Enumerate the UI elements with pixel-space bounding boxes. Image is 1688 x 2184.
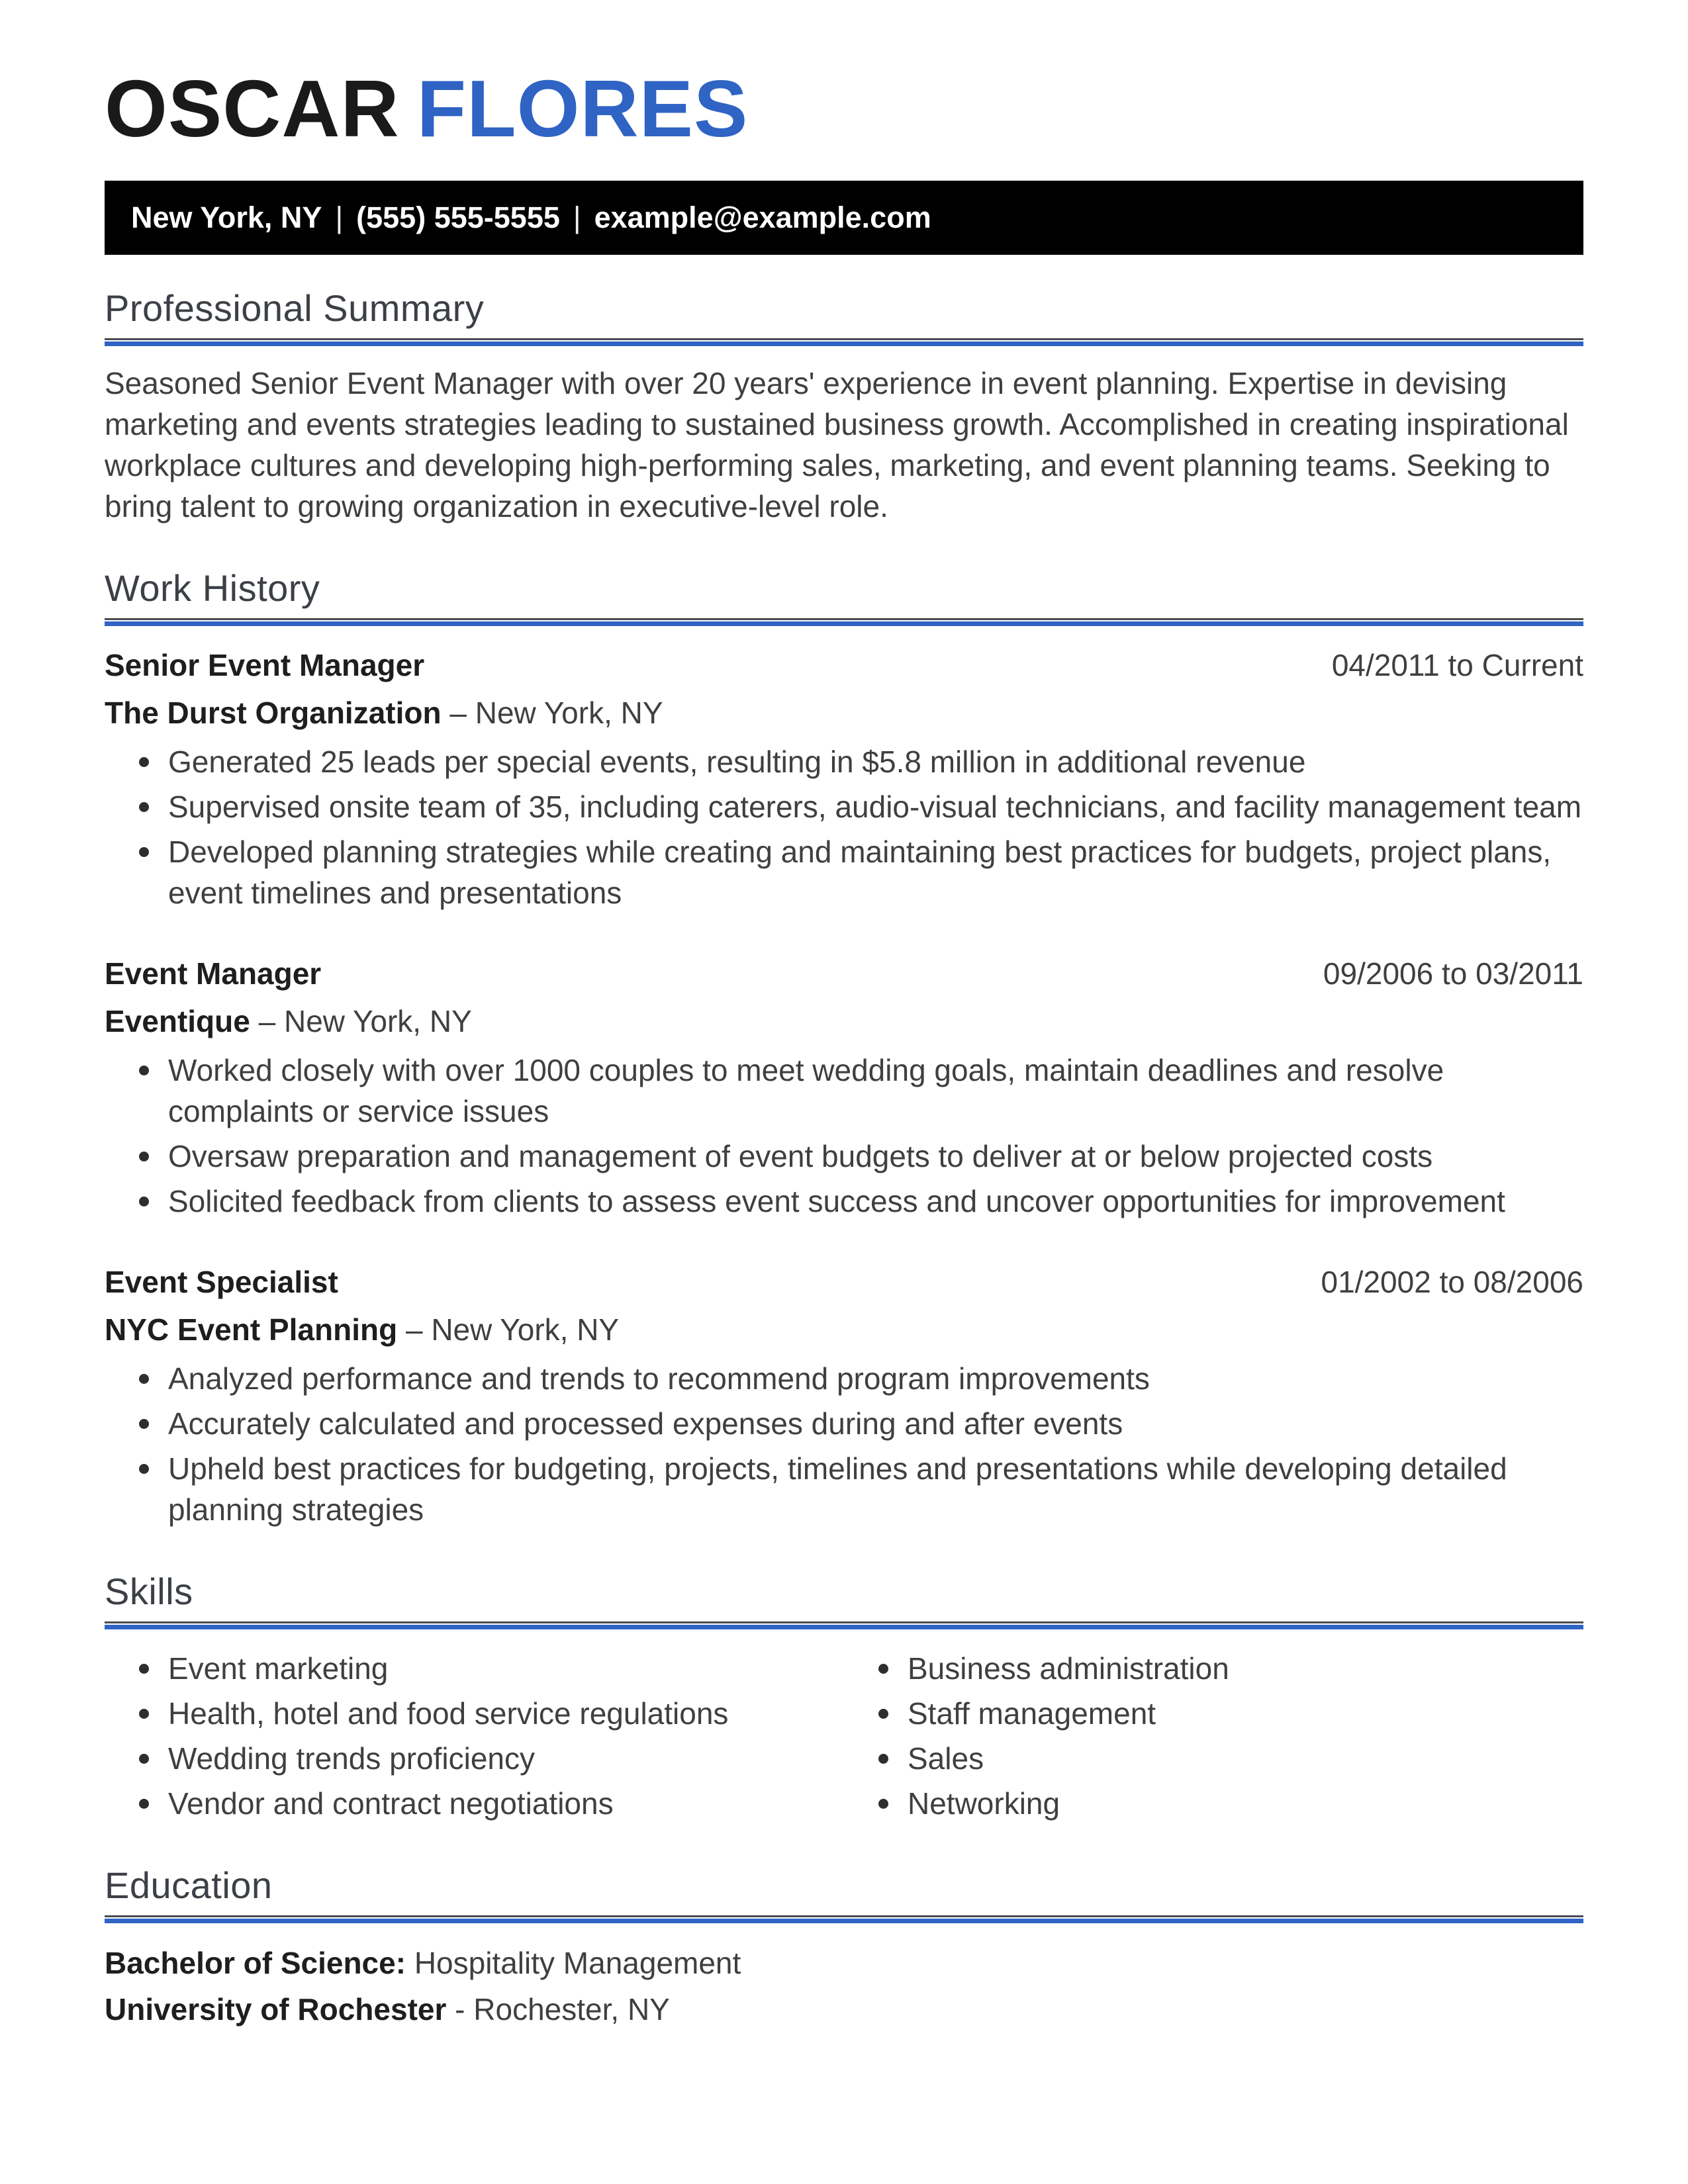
degree-name: Bachelor of Science: bbox=[105, 1946, 406, 1981]
job-bullet: Worked closely with over 1000 couples to meet wedding goals, maintain deadlines and resolve complaints or service issues bbox=[105, 1050, 1583, 1132]
job-dates: 04/2011 to Current bbox=[1331, 648, 1583, 683]
underline-dark-line bbox=[105, 338, 1583, 340]
section-underline bbox=[105, 1621, 1583, 1629]
underline-dark-line bbox=[105, 1915, 1583, 1917]
section-underline bbox=[105, 618, 1583, 626]
skill-item: Staff management bbox=[844, 1693, 1583, 1734]
section-work-history bbox=[105, 567, 1583, 1530]
education-heading: Education bbox=[105, 1864, 273, 1907]
job-bullet-list bbox=[105, 741, 1583, 913]
contact-separator: | bbox=[573, 201, 581, 235]
job-entry bbox=[105, 645, 1583, 913]
job-bullet-list bbox=[105, 1358, 1583, 1530]
contact-location: New York, NY bbox=[131, 201, 322, 235]
job-bullet: Developed planning strategies while creating and maintaining best practices for budgets, project plans, event timelines and presentations bbox=[105, 831, 1583, 913]
skills-columns bbox=[105, 1643, 1583, 1824]
skill-item: Vendor and contract negotiations bbox=[105, 1783, 844, 1824]
job-company-line bbox=[105, 1001, 1583, 1042]
summary-text: Seasoned Senior Event Manager with over 20 years' experience in event planning. Expertise in devising marketing and events strategies leading to sustained business growth. Accomplished in creating inspirational workplace cultures and developing high-performing sales, marketing, and event planning teams. Seeking to bring talent to growing organization in executive-level role. bbox=[105, 366, 1569, 524]
job-bullet: Solicited feedback from clients to assess event success and uncover opportunities for improvement bbox=[105, 1181, 1583, 1222]
job-header bbox=[105, 1261, 1583, 1302]
section-underline bbox=[105, 1915, 1583, 1923]
contact-bar bbox=[105, 181, 1583, 255]
underline-accent-line bbox=[105, 341, 1583, 346]
school-location: - Rochester, NY bbox=[455, 1992, 670, 2027]
contact-separator: | bbox=[335, 201, 344, 235]
underline-accent-line bbox=[105, 1625, 1583, 1629]
work-history-heading: Work History bbox=[105, 567, 320, 610]
job-bullet-list bbox=[105, 1050, 1583, 1222]
skill-item: Health, hotel and food service regulations bbox=[105, 1693, 844, 1734]
skills-column-right bbox=[844, 1643, 1583, 1824]
education-school-line bbox=[105, 1986, 1583, 2032]
job-dates: 01/2002 to 08/2006 bbox=[1321, 1265, 1583, 1300]
job-header bbox=[105, 953, 1583, 994]
underline-dark-line bbox=[105, 618, 1583, 620]
school-name: University of Rochester bbox=[105, 1992, 447, 2027]
job-dates: 09/2006 to 03/2011 bbox=[1323, 956, 1583, 991]
candidate-name bbox=[105, 64, 1583, 154]
summary-heading: Professional Summary bbox=[105, 287, 485, 330]
section-education bbox=[105, 1864, 1583, 2032]
job-entry bbox=[105, 953, 1583, 1222]
job-company-line bbox=[105, 692, 1583, 733]
education-block bbox=[105, 1940, 1583, 2032]
skill-item: Event marketing bbox=[105, 1648, 844, 1689]
skill-item: Networking bbox=[844, 1783, 1583, 1824]
degree-field: Hospitality Management bbox=[414, 1946, 741, 1981]
skill-item: Sales bbox=[844, 1738, 1583, 1779]
job-bullet: Accurately calculated and processed expenses during and after events bbox=[105, 1403, 1583, 1444]
section-underline bbox=[105, 338, 1583, 346]
job-header bbox=[105, 645, 1583, 686]
job-title: Event Manager bbox=[105, 956, 322, 991]
job-company: The Durst Organization bbox=[105, 696, 442, 731]
job-title: Senior Event Manager bbox=[105, 648, 425, 683]
education-degree-line bbox=[105, 1940, 1583, 1986]
skill-item: Business administration bbox=[844, 1648, 1583, 1689]
skills-column-left bbox=[105, 1643, 844, 1824]
contact-phone: (555) 555-5555 bbox=[356, 201, 560, 235]
skills-list bbox=[105, 1648, 844, 1824]
job-title: Event Specialist bbox=[105, 1265, 338, 1300]
skills-heading: Skills bbox=[105, 1570, 193, 1613]
job-location: – New York, NY bbox=[405, 1312, 620, 1347]
job-bullet: Analyzed performance and trends to recommend program improvements bbox=[105, 1358, 1583, 1399]
section-skills bbox=[105, 1570, 1583, 1824]
underline-accent-line bbox=[105, 621, 1583, 626]
contact-email: example@example.com bbox=[594, 201, 931, 235]
job-location: – New York, NY bbox=[449, 696, 663, 731]
job-entry bbox=[105, 1261, 1583, 1530]
job-bullet: Upheld best practices for budgeting, projects, timelines and presentations while developing detailed planning strategies bbox=[105, 1448, 1583, 1530]
skill-item: Wedding trends proficiency bbox=[105, 1738, 844, 1779]
skills-list bbox=[844, 1648, 1583, 1824]
job-company: Eventique bbox=[105, 1004, 250, 1039]
job-bullet: Generated 25 leads per special events, resulting in $5.8 million in additional revenue bbox=[105, 741, 1583, 782]
underline-accent-line bbox=[105, 1919, 1583, 1923]
job-bullet: Oversaw preparation and management of event budgets to deliver at or below projected costs bbox=[105, 1136, 1583, 1177]
underline-dark-line bbox=[105, 1621, 1583, 1623]
job-company-line bbox=[105, 1309, 1583, 1350]
job-company: NYC Event Planning bbox=[105, 1312, 398, 1347]
section-summary bbox=[105, 287, 1583, 527]
last-name: FLORES bbox=[416, 64, 749, 154]
job-location: – New York, NY bbox=[258, 1004, 472, 1039]
job-bullet: Supervised onsite team of 35, including caterers, audio-visual technicians, and facility management team bbox=[105, 786, 1583, 827]
first-name: OSCAR bbox=[105, 64, 400, 154]
